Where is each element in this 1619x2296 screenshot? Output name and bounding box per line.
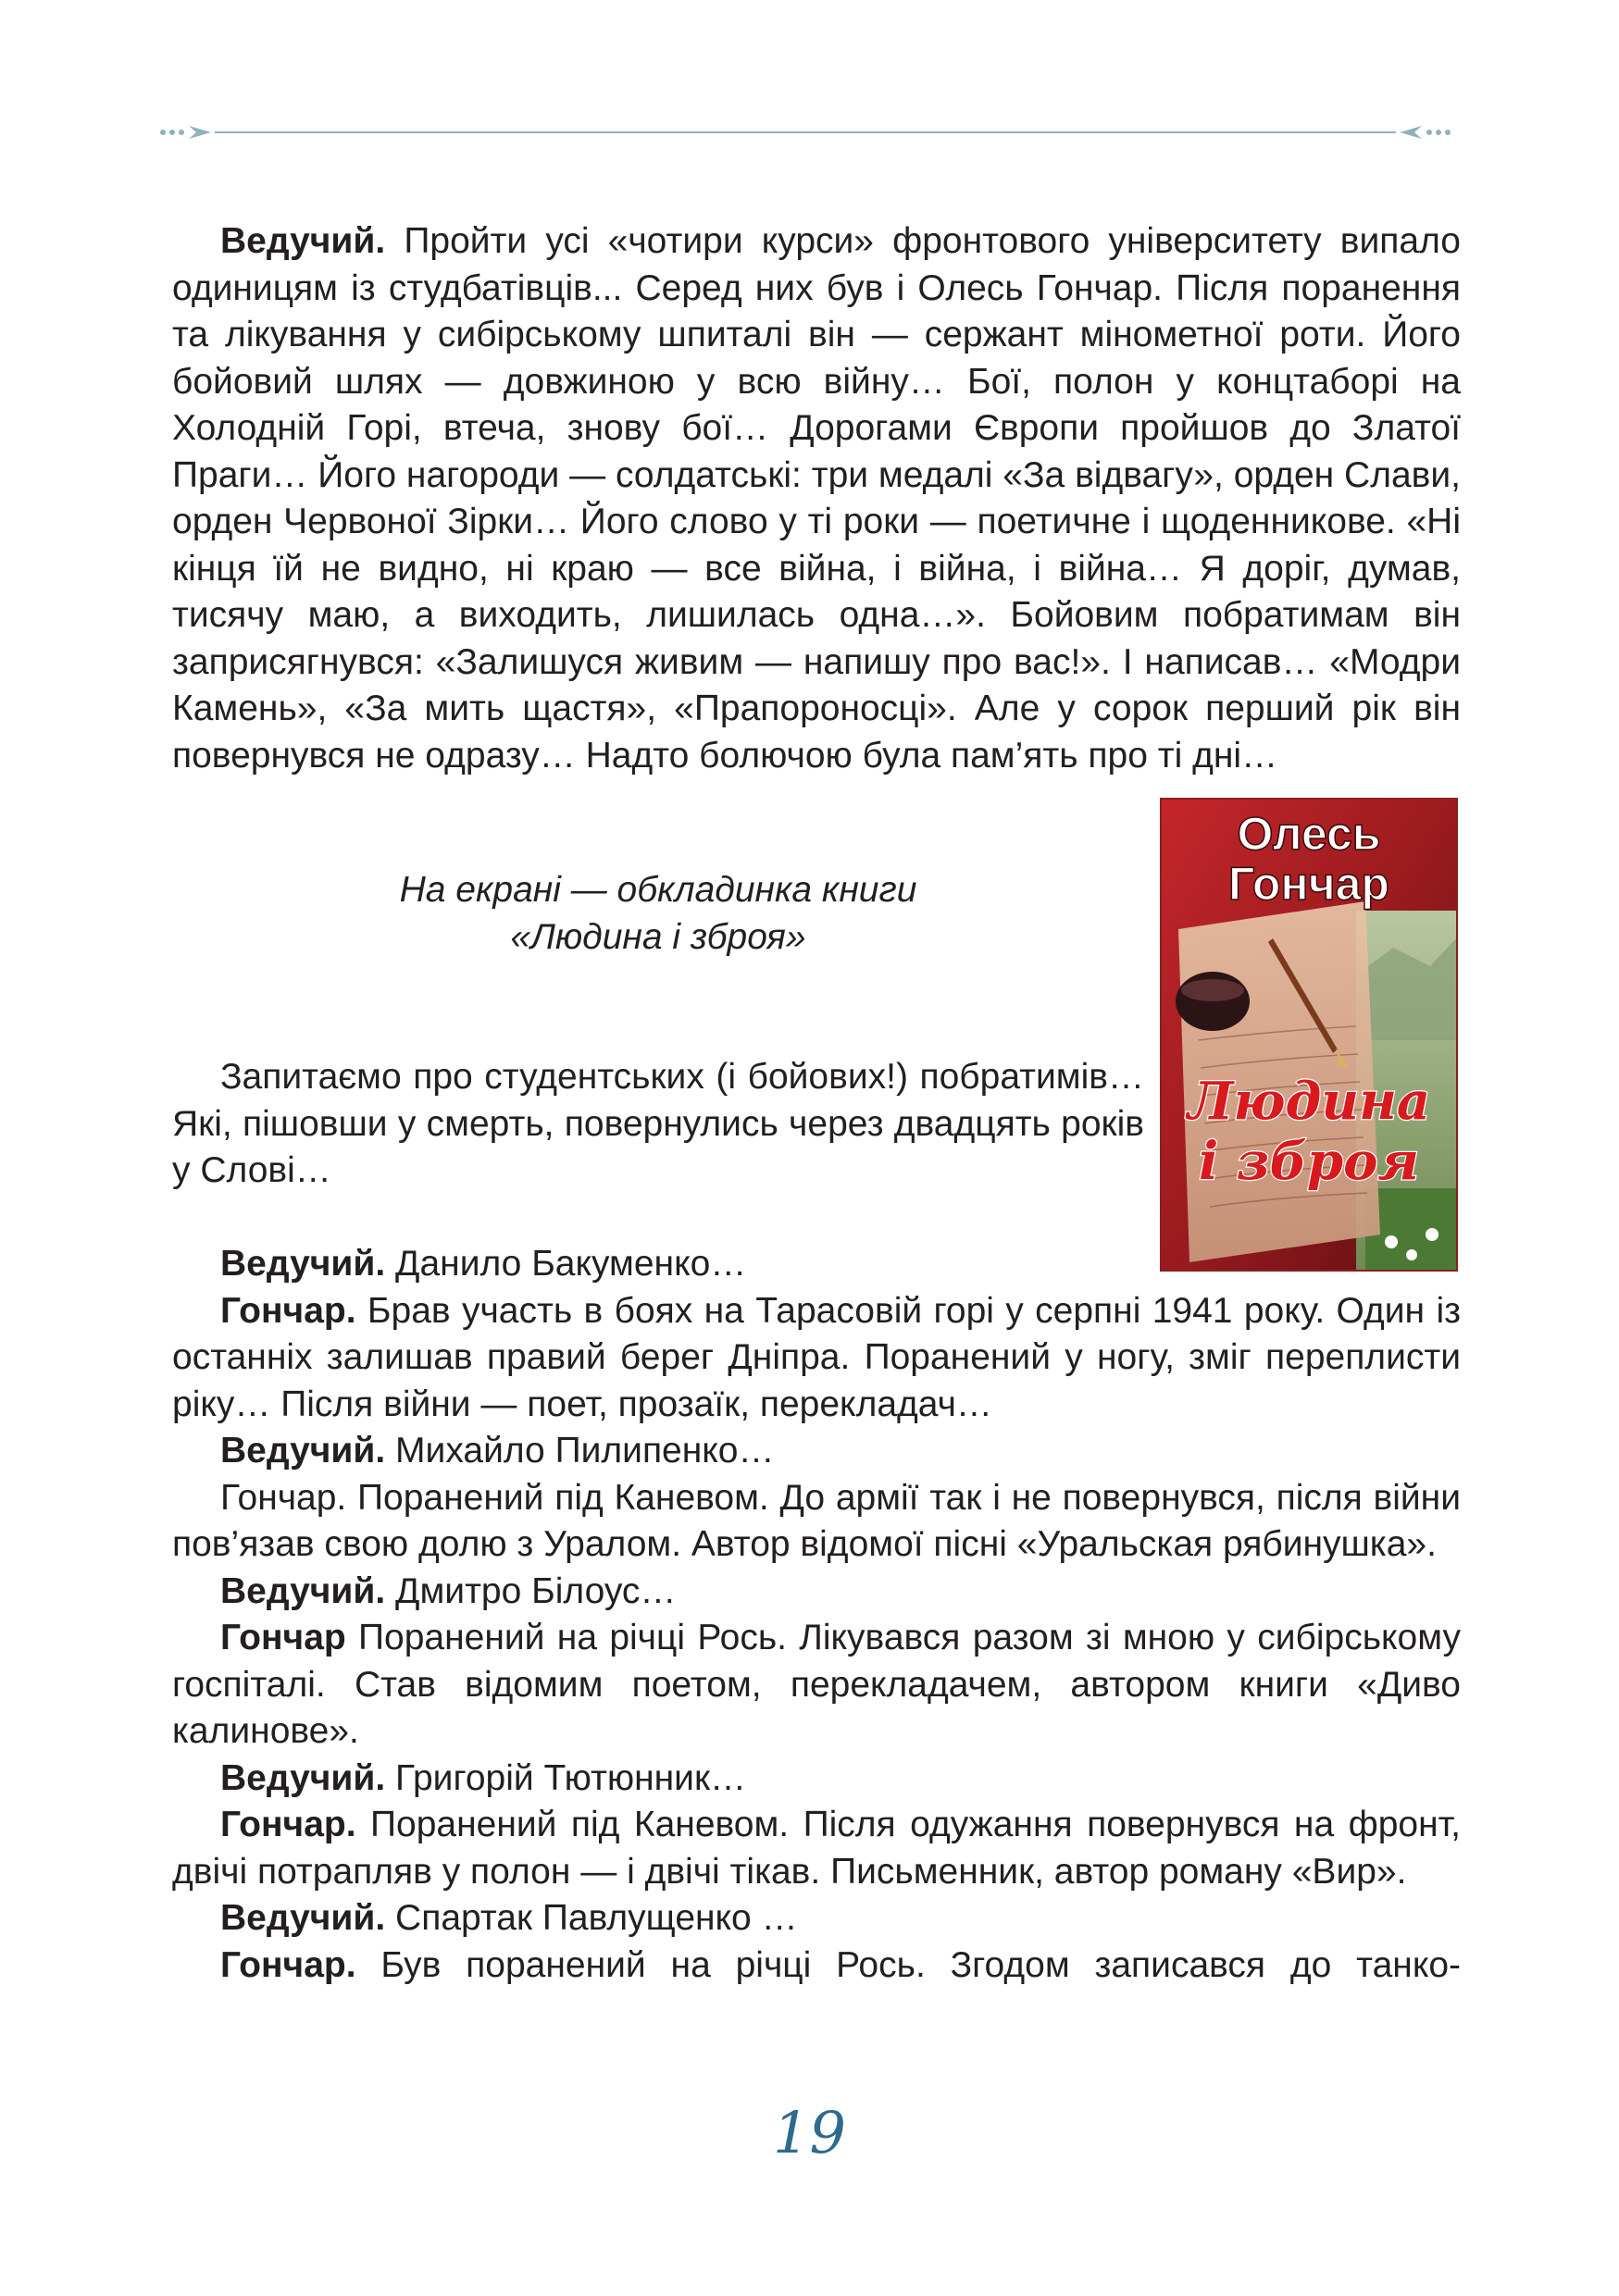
dialogue-text: Григорій Тютюнник… bbox=[385, 1757, 747, 1798]
dialogue-text: Поранений на річці Рось. Лікувався разом зі мною у сибірському госпіталі. Став відомим поетом, перекладачем, автором книги «Диво калинове». bbox=[172, 1618, 1461, 1751]
dialogue-line bbox=[172, 1615, 1461, 1756]
paragraph: Запитаємо про студентських (і бойових!) побратимів… Які, пішовши у смерть, повернулись через двадцять років у Слові… bbox=[172, 1057, 1144, 1190]
speaker-label: Гончар bbox=[220, 1618, 346, 1657]
cover-title-line2: і зброя bbox=[1198, 1131, 1420, 1192]
dialogue-text: Дмитро Білоус… bbox=[385, 1570, 677, 1611]
speaker-label: Гончар. bbox=[220, 1290, 356, 1331]
cover-author-first: Олесь bbox=[1237, 808, 1381, 860]
dialogue-line bbox=[172, 1756, 1461, 1803]
speaker-label: Ведучий. bbox=[220, 1244, 386, 1284]
paragraph-text: Пройти усі «чотири курси» фронтового університету випало одиницям із студбатівців... Серед них був і Олесь Гончар. Після поранення та лікування у сибірському шпиталі він — сержант мінометної роти. Його бойовий шлях — довжиною у всю війну… Бої, полон у концтаборі на Холодній Горі, втеча, знову бої… Дорогами Європи пройшов до Златої Праги… Його нагороди — солдатські: три медалі «За відвагу», орден Слави, орден Червоної Зірки… Його слово у ті роки — поетичне і щоденникове. «Ні кінця їй не видно, ні краю — все війна, і війна, і війна… Я доріг, думав, тисячу маю, а виходить, лишилась одна…». Бойовим побратимам він заприсягнувся: «Залишуся живим — напишу про вас!». І написав… «Модри Камень», «За мить щастя», «Прапороносці». Але у сорок перший рік він повернувся не одразу… Надто болючою була пам’ять про ті дні… bbox=[172, 221, 1461, 776]
speaker-label: Гончар. bbox=[220, 1805, 356, 1844]
speaker-label: Ведучий. bbox=[220, 1898, 386, 1938]
cover-author-last: Гончар bbox=[1228, 858, 1389, 910]
dialogue-text: Михайло Пилипенко… bbox=[385, 1431, 775, 1471]
dialogue-section bbox=[172, 1241, 1461, 1989]
dialogue-text: Брав участь в боях на Тарасовій горі у серпні 1941 року. Один із останніх залишав правий берег Дніпра. Поранений у ногу, зміг переплисти ріку… Після війни — поет, прозаїк, перекладач… bbox=[172, 1290, 1461, 1424]
screen-caption bbox=[172, 867, 1144, 961]
cover-title-line1: Людина bbox=[1187, 1071, 1431, 1132]
speaker-label: Гончар. bbox=[220, 1944, 356, 1985]
caption-line: На екрані — обкладинка книги bbox=[399, 870, 917, 910]
book-cover-art bbox=[1162, 800, 1456, 1270]
book-cover-image bbox=[1160, 798, 1458, 1272]
dialogue-line bbox=[172, 1569, 1461, 1616]
dialogue-line bbox=[172, 1802, 1461, 1895]
dialogue-text: Був поранений на річці Рось. Згодом записався до танко- bbox=[355, 1944, 1461, 1985]
dialogue-line bbox=[172, 1241, 1461, 1288]
speaker-label: Ведучий. bbox=[220, 221, 386, 261]
dialogue-line bbox=[172, 1942, 1461, 1990]
speaker-label: Ведучий. bbox=[220, 1431, 386, 1471]
header-ornament bbox=[157, 118, 1453, 146]
dialogue-text: Поранений під Каневом. Після одужання повернувся на фронт, двічі потрапляв у полон — і двічі тікав. Письменник, автор роману «Вир». bbox=[172, 1805, 1461, 1892]
paragraph bbox=[172, 218, 1461, 779]
dialogue-line bbox=[172, 1428, 1461, 1475]
dialogue-text: Спартак Павлущенко … bbox=[385, 1898, 798, 1938]
page-number: 19 bbox=[773, 2099, 846, 2166]
question-section bbox=[172, 1054, 1144, 1195]
intro-section bbox=[172, 218, 1461, 779]
dialogue-line bbox=[172, 1475, 1461, 1569]
dialogue-text: Данило Бакуменко… bbox=[385, 1244, 747, 1284]
dialogue-line bbox=[172, 1288, 1461, 1429]
speaker-label: Ведучий. bbox=[220, 1757, 386, 1798]
dialogue-line bbox=[172, 1895, 1461, 1942]
dialogue-text: Гончар. Поранений під Каневом. До армії так і не повернувся, після війни пов’язав свою долю з Уралом. Автор відомої пісні «Уральская рябинушка». bbox=[172, 1477, 1461, 1564]
speaker-label: Ведучий. bbox=[220, 1570, 386, 1611]
caption-line: «Людина і зброя» bbox=[510, 916, 806, 957]
